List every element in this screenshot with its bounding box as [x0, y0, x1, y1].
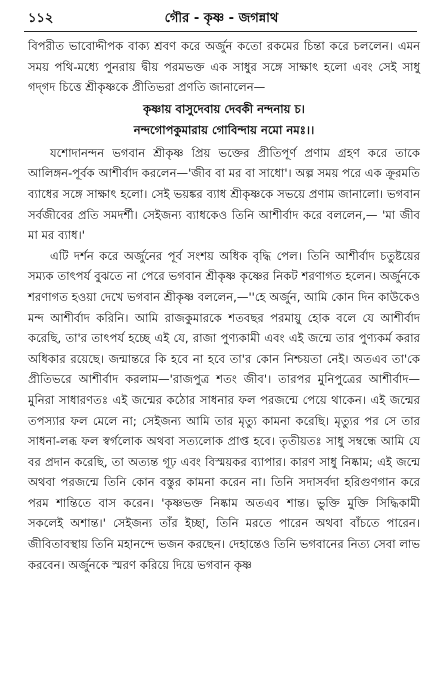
verse-line-1: কৃষ্ণায় বাসুদেবায় দেবকী নন্দনায় চ। — [143, 101, 305, 116]
verse-line-2: নন্দগোপকুমারায় গোবিন্দায় নমো নমঃ।। — [133, 122, 315, 137]
header-divider — [24, 31, 417, 32]
page-header — [28, 8, 415, 30]
paragraph-3: এটি দর্শন করে অর্জুনের পূর্ব সংশয় অধিক বৃদ্ধি পেল। তিনি আশীর্বাদ চতুষ্টয়ের সম্যক তাৎপর্য বুঝতে না পেরে ভগবান শ্রীকৃষ্ণ কৃষ্ণের নিকট শরণাগত হলেন। অর্জুনকে শরণাগত হওয়া দেখে ভগবান শ্রীকৃষ্ণ বললেন,—''হে অর্জুন, আমি কোন দিন কাউকেও মন্দ আশীর্বাদ করিনি। আমি রাজকুমারকে শতবছর পরমায়ু হোক বলে যে আশীর্বাদ করেছি, তা'র তাৎপর্য হচ্ছে এই যে, রাজা পুণ্যকামী এবং এই জন্মে তার পুণ্যকর্ম করার অধিকার রয়েছে। জন্মান্তরে কি হবে না হবে তা'র কোন নিশ্চয়তা নেই। অতএব তা'কে প্রীতিভরে আশীর্বাদ করলাম—'রাজপুত্র শতং জীব'। তারপর মুনিপুত্রের আশীর্বাদ— মুনিরা সাধারণতঃ এই জন্মের কঠোর সাধনার ফল পরজন্মে পেয়ে থাকেন। এই জন্মের তপস্যার ফল মেলে না; সেইজন্য আমি তার মৃত্যু কামনা করেছি। মৃত্যুর পর সে তার সাধনা-লব্ধ ফল স্বর্গলোক অথবা সত্যলোক প্রাপ্ত হবে। তৃতীয়তঃ সাধু সম্বন্ধে আমি যে বর প্রদান করেছি, তা অত্যন্ত গূঢ় এবং বিস্ময়কর ব্যাপার। কারণ সাধু নিষ্কাম; এই জন্মে অথবা পরজন্মে তিনি কোন বস্তুর কামনা করেন না। তিনি সদাসর্বদা হরিগুণগান করে পরম শান্তিতে বাস করেন। 'কৃষ্ণভক্ত নিষ্কাম অতএব শান্ত। ভুক্তি মুক্তি সিদ্ধিকামী সকলেই অশান্ত।' সেইজন্য তাঁর ইচ্ছা, তিনি মরতে পারেন অথবা বাঁচতে পারেন। জীবিতাবস্থায় তিনি মহানন্দে ভজন করছেন। দেহান্তেও তিনি ভগবানের নিত্য সেবা লাভ করবেন। অর্জুনকে স্মরণ করিয়ে দিয়ে ভগবান কৃষ্ণ — [28, 248, 420, 572]
page-body — [28, 36, 420, 575]
paragraph-2: যশোদানন্দন ভগবান শ্রীকৃষ্ণ প্রিয় ভক্তের প্রীতিপূর্ণ প্রণাম গ্রহণ করে তাকে আলিঙ্গন-পূর্বক আশীর্বাদ করলেন—'জীব বা মর বা সাধো'। অল্প সময় পরে এক ক্রূরমতি ব্যাধের সঙ্গে সাক্ষাৎ হলো। সেই ভয়ঙ্কর ব্যাধ শ্রীকৃষ্ণকে সভয়ে প্রণাম জানালো। ভগবান সর্বজীবের প্রতি সমদর্শী। সেইজন্য ব্যাধকেও তিনি আশীর্বাদ করে বললেন,— 'মা জীব মা মর ব্যাধ।' — [28, 145, 420, 243]
running-title: গৌর - কৃষ্ণ - জগন্নাথ — [164, 11, 279, 26]
page-number: ১১২ — [28, 11, 54, 26]
sanskrit-verse — [28, 99, 420, 141]
paragraph-1: বিপরীত ভাবোদ্দীপক বাক্য শ্রবণ করে অর্জুন কতো রকমের চিন্তা করে চললেন। এমন সময় পথি-মধ্যে পুনরায় দ্বীয় পরমভক্ত এক সাধুর সঙ্গে সাক্ষাৎ হলো এবং সেই সাধু গদ্‌গদ চিত্তে শ্রীকৃষ্ণকে প্রীতিভরা প্রণতি জানালেন— — [28, 39, 420, 95]
